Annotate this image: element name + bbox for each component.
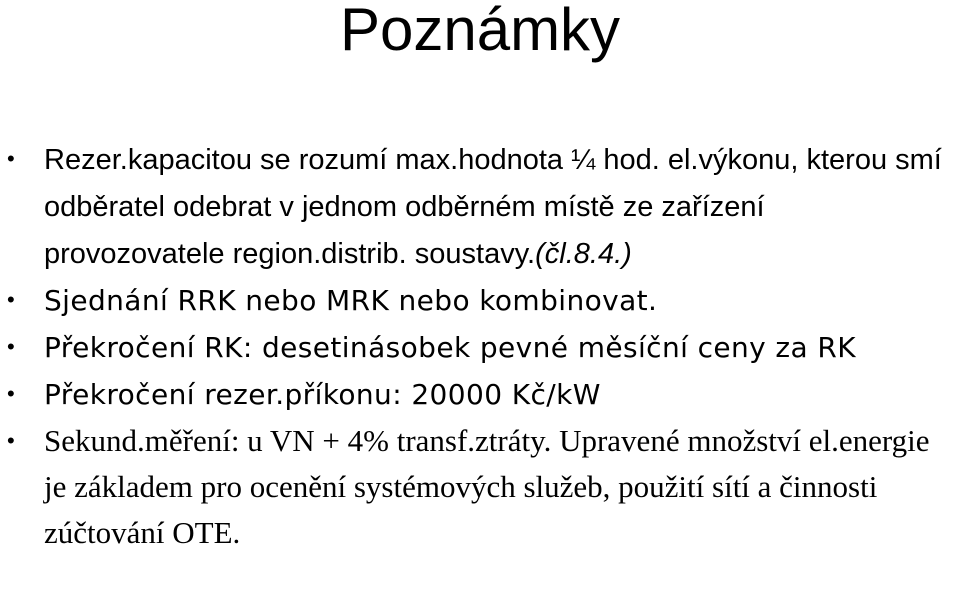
bullet-item (0, 418, 960, 556)
bullet-icon: • (7, 381, 15, 406)
bullet-text: Sekund.měření: u VN + 4% transf.ztráty. Upravené množství el.energie je základem pro ocenění systémových služeb, použití sítí a činnosti zúčtování OTE. (44, 423, 930, 550)
bullet-item (0, 371, 960, 418)
bullet-text: Sjednání RRK nebo MRK nebo kombinovat. (44, 284, 658, 317)
bullet-icon: • (7, 287, 15, 312)
bullet-icon: • (7, 428, 15, 453)
bullet-list (0, 136, 960, 556)
slide-title: Poznámky (339, 0, 621, 63)
bullet-item (0, 136, 960, 277)
bullet-item (0, 324, 960, 371)
bullet-reference: (čl.8.4.) (535, 238, 632, 270)
bullet-icon: • (7, 334, 15, 359)
bullet-text: Rezer.kapacitou se rozumí max.hodnota ¼ hod. el.výkonu, kterou smí odběratel odebrat v jednom odběrném místě ze zařízení provozovatele region.distrib. soustavy. (44, 144, 942, 270)
bullet-item (0, 277, 960, 324)
bullet-text: Překročení RK: desetinásobek pevné měsíční ceny za RK (44, 331, 857, 364)
bullet-icon: • (7, 146, 15, 171)
bullet-text: Překročení rezer.příkonu: 20000 Kč/kW (44, 378, 601, 411)
